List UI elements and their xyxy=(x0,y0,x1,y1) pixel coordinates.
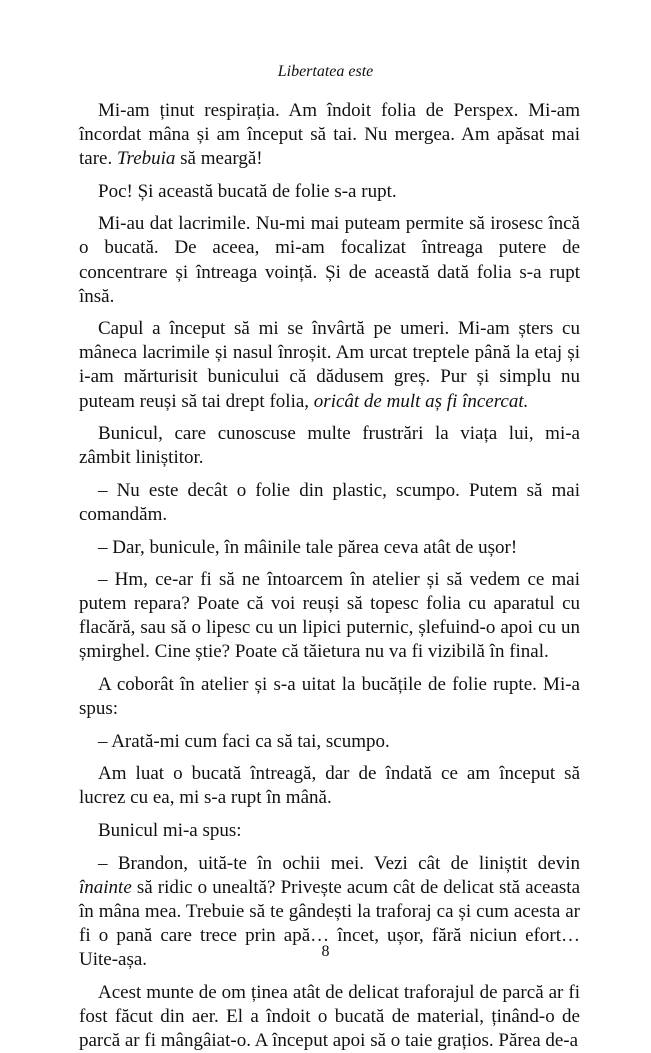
paragraph xyxy=(79,99,580,171)
text-run: Acest munte de om ținea atât de delicat traforajul de parcă ar fi fost făcut din aer. El a îndoit o bucată de material, ținând-o de parcă ar fi mângâiat-o. A început apoi să o taie grațios. Părea de-a xyxy=(79,981,580,1051)
text-run: – Arată-mi cum faci ca să tai, scumpo. xyxy=(98,730,390,752)
italic-text: Trebuia xyxy=(116,148,176,170)
text-run: Bunicul mi-a spus: xyxy=(98,819,242,841)
text-run: – Hm, ce-ar fi să ne întoarcem în atelier și să vedem ce mai putem repara? Poate că voi reuși să topesc folia cu aparatul cu flacără, sau să o lipesc cu un lipici puternic, șlefuind-o apoi cu un șmirghel. Cine știe? Poate că tăietura nu va fi vizibilă în final. xyxy=(79,569,580,663)
text-run: Bunicul, care cunoscuse multe frustrări la viața lui, mi-a zâmbit liniștitor. xyxy=(79,423,580,469)
paragraph xyxy=(79,762,580,810)
paragraph xyxy=(79,981,580,1053)
text-run: să meargă! xyxy=(175,148,263,170)
paragraph xyxy=(79,819,580,843)
paragraph xyxy=(79,212,580,308)
paragraph xyxy=(79,568,580,664)
paragraph xyxy=(79,536,580,560)
text-run: Capul a început să mi se învârtă pe umeri. Mi-am șters cu mâneca lacrimile și nasul înroșit. Am urcat treptele până la etaj și i-am mărturisit bunicului că dădusem greș. Pur și simplu nu puteam reuși să tai drept folia, xyxy=(79,318,580,412)
text-run: – Dar, bunicule, în mâinile tale părea ceva atât de ușor! xyxy=(98,536,518,558)
text-run: Mi-au dat lacrimile. Nu-mi mai puteam permite să irosesc încă o bucată. De aceea, mi-am focalizat întreaga putere de concentrare și întreaga voință. Și de această dată folia s-a rupt însă. xyxy=(79,213,580,307)
italic-text: înainte xyxy=(79,876,132,898)
paragraph xyxy=(79,422,580,470)
paragraph xyxy=(79,673,580,721)
paragraph xyxy=(79,180,580,204)
text-run: A coborât în atelier și s-a uitat la bucățile de folie rupte. Mi-a spus: xyxy=(79,673,580,720)
text-run: să ridic o unealtă? Privește acum cât de delicat stă aceasta în mâna mea. Trebuie să te gândești la traforaj ca și cum acesta ar fi o pană care trece prin apă… încet, ușor, fără niciun efort… Uite-așa. xyxy=(79,876,580,970)
page-number: 8 xyxy=(321,943,330,960)
text-run: Mi-am ținut respirația. Am îndoit folia de Perspex. Mi-am încordat mâna și am început să tai. Nu mergea. Am apăsat mai tare. xyxy=(79,100,580,170)
text-run: Am luat o bucată întreagă, dar de îndată ce am început să lucrez cu ea, mi s-a rupt în mână. xyxy=(79,763,580,809)
text-run: Poc! Și această bucată de folie s-a rupt. xyxy=(98,180,397,202)
paragraph xyxy=(79,317,580,413)
italic-text: oricât de mult aș fi încercat. xyxy=(313,390,529,412)
text-run: – Nu este decât o folie din plastic, scumpo. Putem să mai comandăm. xyxy=(79,479,580,525)
body-text xyxy=(79,99,580,1053)
paragraph xyxy=(79,479,580,527)
running-header: Libertatea este xyxy=(277,63,374,80)
paragraph xyxy=(79,730,580,754)
text-run: – Brandon, uită-te în ochii mei. Vezi cât de liniștit devin xyxy=(98,852,580,874)
